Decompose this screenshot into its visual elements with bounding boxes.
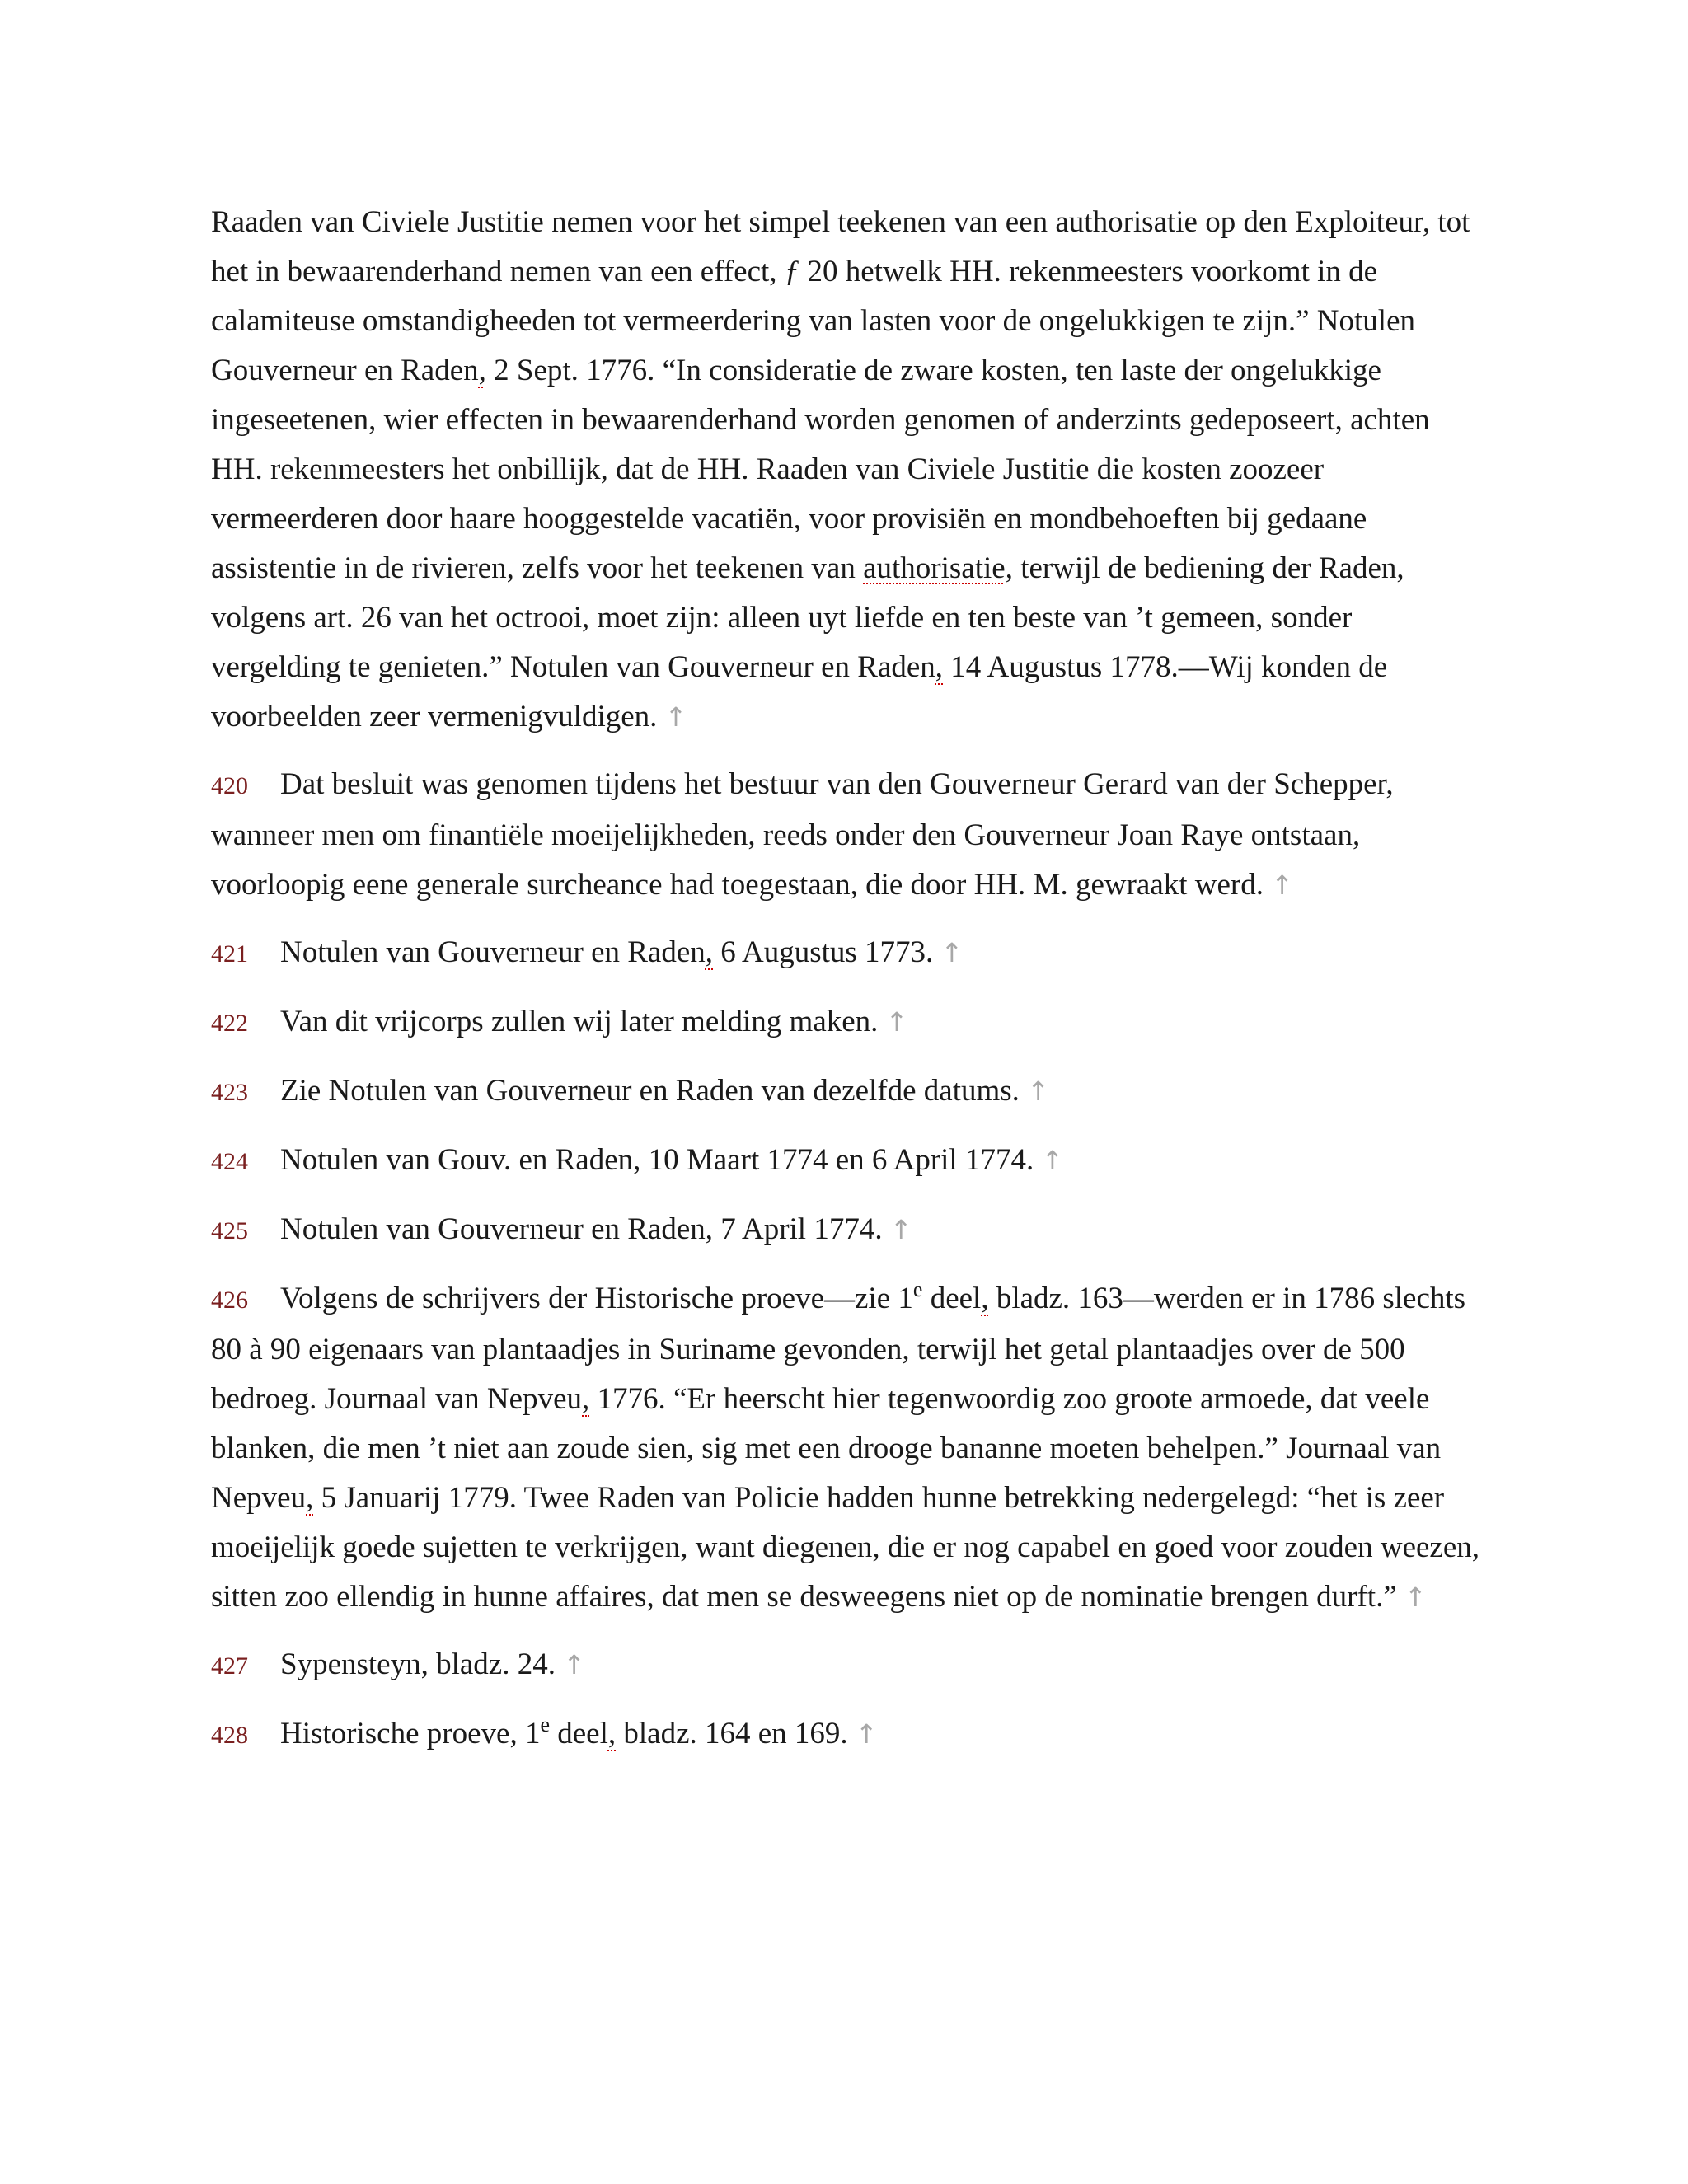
footnote-text: Dat besluit was genomen tijdens het bestuur van den Gouverneur Gerard van der Schepper, wanneer men om finantiële moeijelijkheden, reeds onder den Gouverneur Joan Raye ontstaan, voorloopig eene generale surcheance had toegestaan, die door HH. M. gewraakt werd. bbox=[211, 767, 1394, 902]
footnote-text-part: Volgens de schrijvers der Historische proeve—zie 1 bbox=[280, 1282, 913, 1315]
footnote-text-part: 5 Januarij 1779. Twee Raden van Policie hadden hunne betrekking nedergelegd: “het is zeer moeijelijk goede sujetten te verkrijgen, want diegenen, die er nog capabel en goed voor zouden weezen, sitten zoo ellendig in hunne affaires, dat men se desweegens niet op de nominatie brengen durft.” bbox=[211, 1481, 1480, 1614]
footnote-continuation bbox=[211, 198, 1480, 742]
footnote-number[interactable]: 423 bbox=[211, 1079, 248, 1106]
back-to-text-arrow-icon[interactable]: ↑ bbox=[1404, 1582, 1427, 1613]
footnote-text-part: bladz. 164 en 169. bbox=[616, 1717, 848, 1750]
footnote-427 bbox=[211, 1640, 1480, 1691]
marked-word: authorisatie bbox=[863, 551, 1006, 585]
footnote-text: Notulen van Gouv. en Raden, 10 Maart 1774 en 6 April 1774. bbox=[280, 1143, 1034, 1177]
back-to-text-arrow-icon[interactable]: ↑ bbox=[1027, 1076, 1049, 1107]
footnote-425 bbox=[211, 1205, 1480, 1256]
footnote-text-part: Historische proeve, 1 bbox=[280, 1717, 541, 1750]
footnote-text-part: bladz. 163—werden er in 1786 slechts 80 à 90 eigenaars van plantaadjes in Suriname gevonden, terwijl het getal plantaadjes over de 500 bedroeg. Journaal van Nepveu bbox=[211, 1282, 1466, 1416]
footnote-text-part: Raaden van Civiele Justitie nemen voor het simpel teekenen van een authorisatie op den Exploiteur, tot het in bewaarenderhand nemen van een effect, bbox=[211, 205, 1470, 288]
footnote-420 bbox=[211, 760, 1480, 910]
footnote-422 bbox=[211, 997, 1480, 1048]
footnote-number[interactable]: 420 bbox=[211, 772, 248, 799]
footnote-428 bbox=[211, 1709, 1480, 1760]
footnote-text-part: 14 Augustus 1778.—Wij konden de voorbeelden zeer vermenigvuldigen. bbox=[211, 650, 1388, 733]
back-to-text-arrow-icon[interactable]: ↑ bbox=[885, 1006, 908, 1038]
footnote-text-part: Notulen van Gouverneur en Raden bbox=[280, 935, 706, 969]
footnote-number[interactable]: 422 bbox=[211, 1010, 248, 1037]
footnote-text: Zie Notulen van Gouverneur en Raden van dezelfde datums. bbox=[280, 1074, 1020, 1108]
marked-comma: , bbox=[935, 650, 944, 684]
marked-comma: , bbox=[981, 1282, 989, 1315]
footnote-number[interactable]: 425 bbox=[211, 1217, 248, 1244]
florin-sign: ƒ bbox=[784, 255, 800, 288]
superscript: e bbox=[540, 1713, 550, 1736]
marked-comma: , bbox=[705, 935, 714, 969]
footnote-text-part: deel bbox=[550, 1717, 608, 1750]
back-to-text-arrow-icon[interactable]: ↑ bbox=[563, 1649, 586, 1680]
footnote-text: Notulen van Gouverneur en Raden, 7 April 1774. bbox=[280, 1212, 883, 1246]
footnote-number[interactable]: 421 bbox=[211, 940, 248, 968]
marked-comma: , bbox=[306, 1481, 314, 1515]
footnote-number[interactable]: 424 bbox=[211, 1148, 248, 1175]
footnote-number[interactable]: 428 bbox=[211, 1722, 248, 1749]
footnote-424 bbox=[211, 1136, 1480, 1187]
back-to-text-arrow-icon[interactable]: ↑ bbox=[889, 1214, 912, 1245]
marked-comma: , bbox=[607, 1717, 617, 1750]
footnote-text-part: 6 Augustus 1773. bbox=[713, 935, 934, 969]
footnote-text-part: 20 hetwelk HH. rekenmeesters voorkomt in de calamiteuse omstandigheeden tot vermeerdering van lasten voor de ongelukkigen te zijn.” Notulen Gouverneur en Raden bbox=[211, 255, 1416, 387]
footnote-text: Sypensteyn, bladz. 24. bbox=[280, 1647, 556, 1681]
back-to-text-arrow-icon[interactable]: ↑ bbox=[940, 937, 964, 968]
footnote-number[interactable]: 426 bbox=[211, 1286, 248, 1314]
back-to-text-arrow-icon[interactable]: ↑ bbox=[664, 701, 687, 733]
footnote-text-part: , terwijl de bediening der Raden, volgens art. 26 van het octrooi, moet zijn: alleen uyt liefde en ten beste van ’t gemeen, sonder vergelding te genieten.” Notulen van Gouverneur en Raden bbox=[211, 551, 1404, 684]
footnote-426 bbox=[211, 1274, 1480, 1622]
footnote-number[interactable]: 427 bbox=[211, 1652, 248, 1680]
footnote-421 bbox=[211, 928, 1480, 979]
back-to-text-arrow-icon[interactable]: ↑ bbox=[1041, 1145, 1064, 1176]
marked-comma: , bbox=[478, 354, 486, 387]
footnote-text: Van dit vrijcorps zullen wij later melding maken. bbox=[280, 1005, 879, 1038]
footnote-text-part: 2 Sept. 1776. “In consideratie de zware kosten, ten laste der ongelukkige ingeseetenen, wier effecten in bewaarenderhand worden genomen of anderzints gedeposeert, achten HH. rekenmeesters het onbillijk, dat de HH. Raaden van Civiele Justitie die kosten zoozeer vermeerderen door haare hooggestelde vacatiën, voor provisiën en mondbehoeften bij gedaane assistentie in de rivieren, zelfs voor het teekenen van bbox=[211, 354, 1430, 585]
marked-comma: , bbox=[582, 1382, 590, 1416]
superscript: e bbox=[912, 1277, 923, 1301]
back-to-text-arrow-icon[interactable]: ↑ bbox=[855, 1718, 878, 1750]
document-page bbox=[211, 198, 1480, 1779]
footnote-text-part: 1776. “Er heerscht hier tegenwoordig zoo groote armoede, dat veele blanken, die men ’t niet aan zoude sien, sig met een drooge bananne moeten behelpen.” Journaal van Nepveu bbox=[211, 1382, 1442, 1515]
footnote-423 bbox=[211, 1066, 1480, 1118]
footnote-text-part: deel bbox=[922, 1282, 982, 1315]
back-to-text-arrow-icon[interactable]: ↑ bbox=[1271, 869, 1294, 901]
